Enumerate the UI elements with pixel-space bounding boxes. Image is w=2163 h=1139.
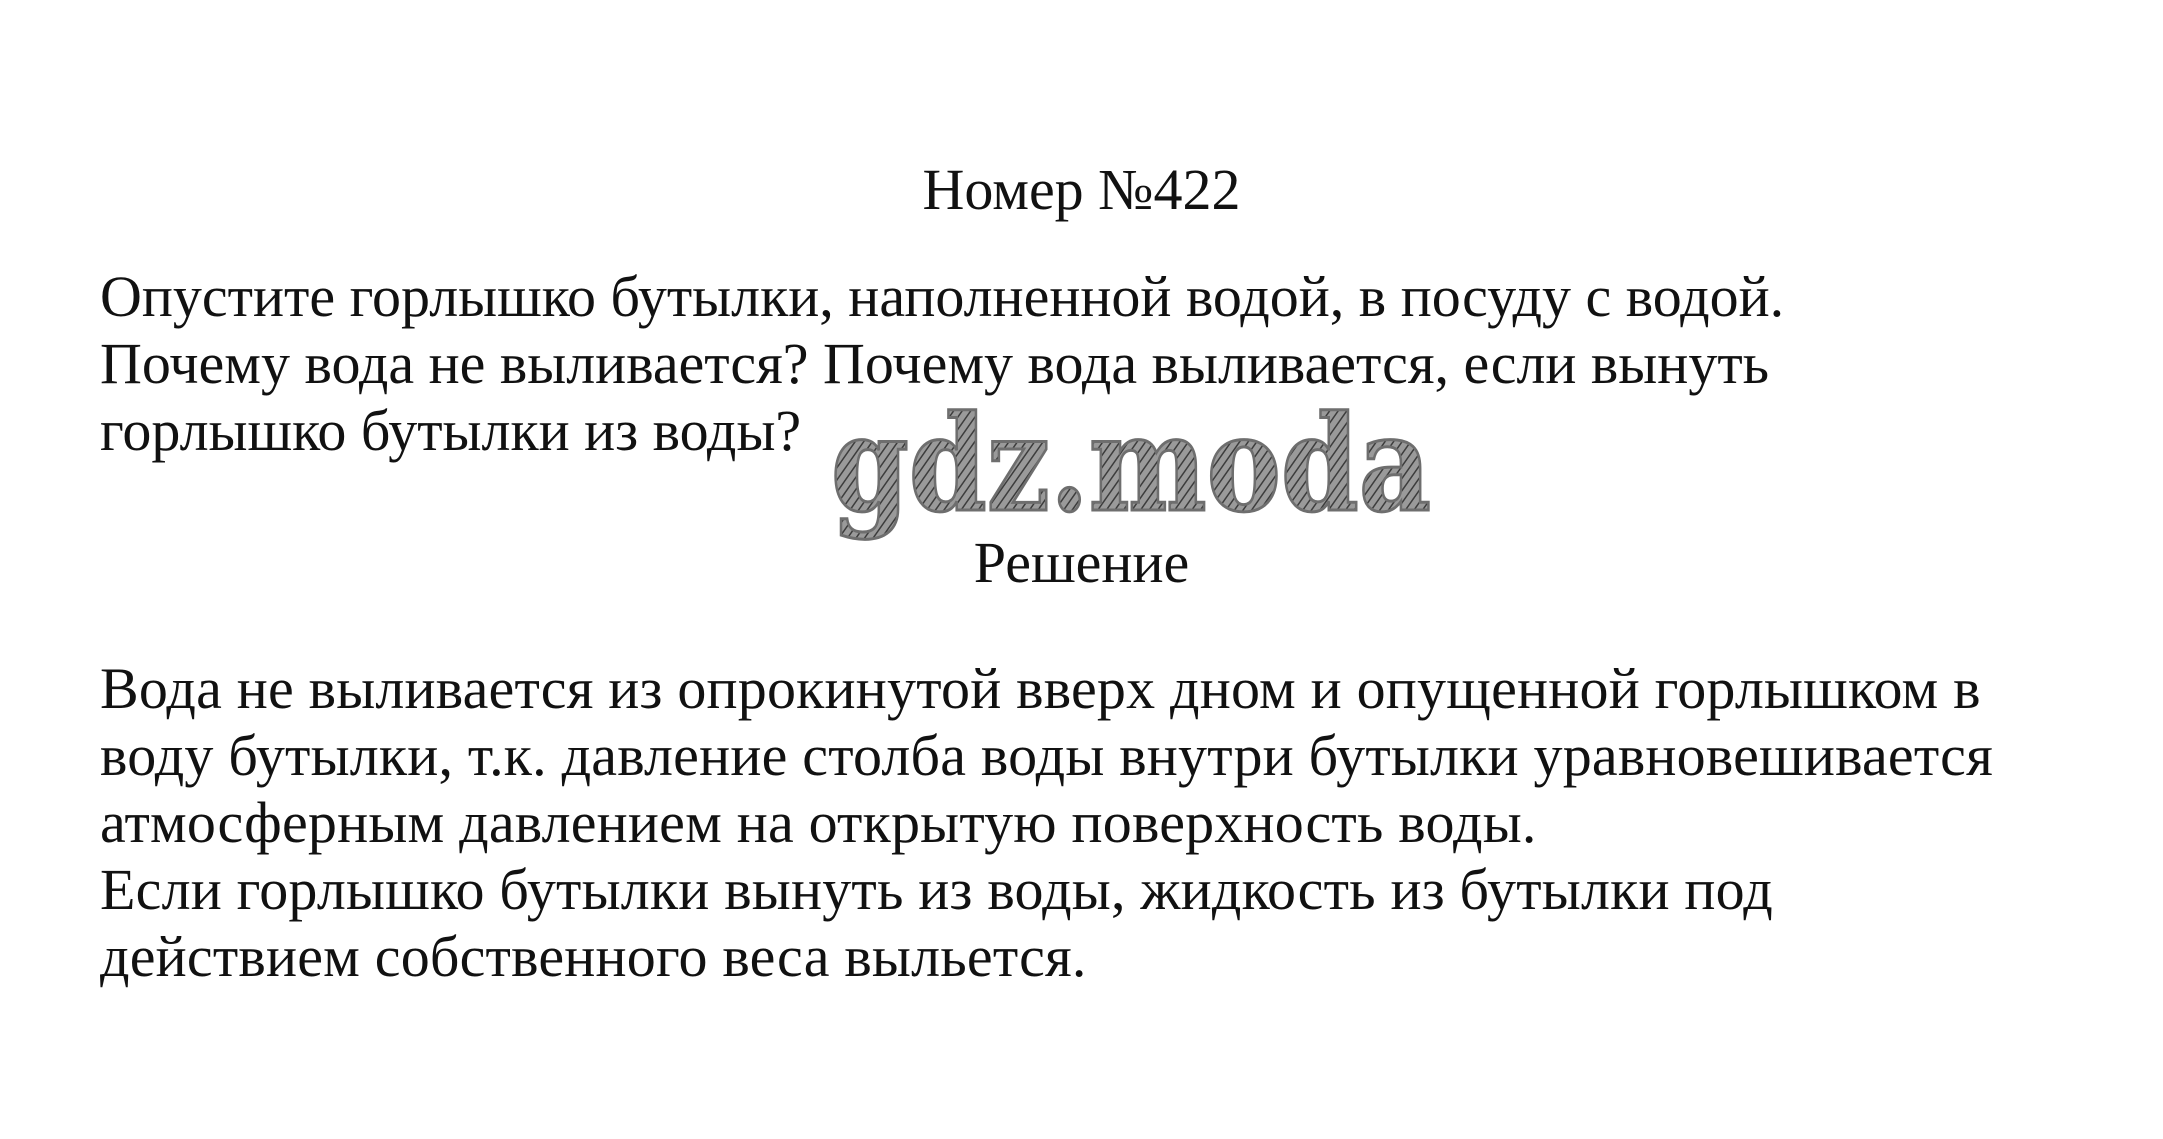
question-line: Почему вода не выливается? Почему вода выливается, если вынуть — [100, 331, 1770, 396]
problem-title: Номер №422 — [922, 157, 1241, 222]
watermark-logo — [825, 387, 1445, 548]
answer-line: действием собственного веса выльется. — [100, 924, 1087, 989]
watermark-text: gdz.moda — [831, 387, 1431, 542]
question-line: горлышко бутылки из воды? — [100, 398, 802, 463]
solution-heading: Решение — [973, 530, 1190, 595]
watermark-svg — [825, 387, 1445, 548]
answer-text — [100, 655, 2140, 990]
question-line: Опустите горлышко бутылки, наполненной водой, в посуду с водой. — [100, 264, 1785, 329]
answer-line: Вода не выливается из опрокинутой вверх дном и опущенной горлышком в — [100, 656, 1981, 721]
answer-line: Если горлышко бутылки вынуть из воды, жидкость из бутылки под — [100, 857, 1773, 922]
answer-line: атмосферным давлением на открытую поверхность воды. — [100, 790, 1537, 855]
answer-line: воду бутылки, т.к. давление столба воды внутри бутылки уравновешивается — [100, 723, 1993, 788]
